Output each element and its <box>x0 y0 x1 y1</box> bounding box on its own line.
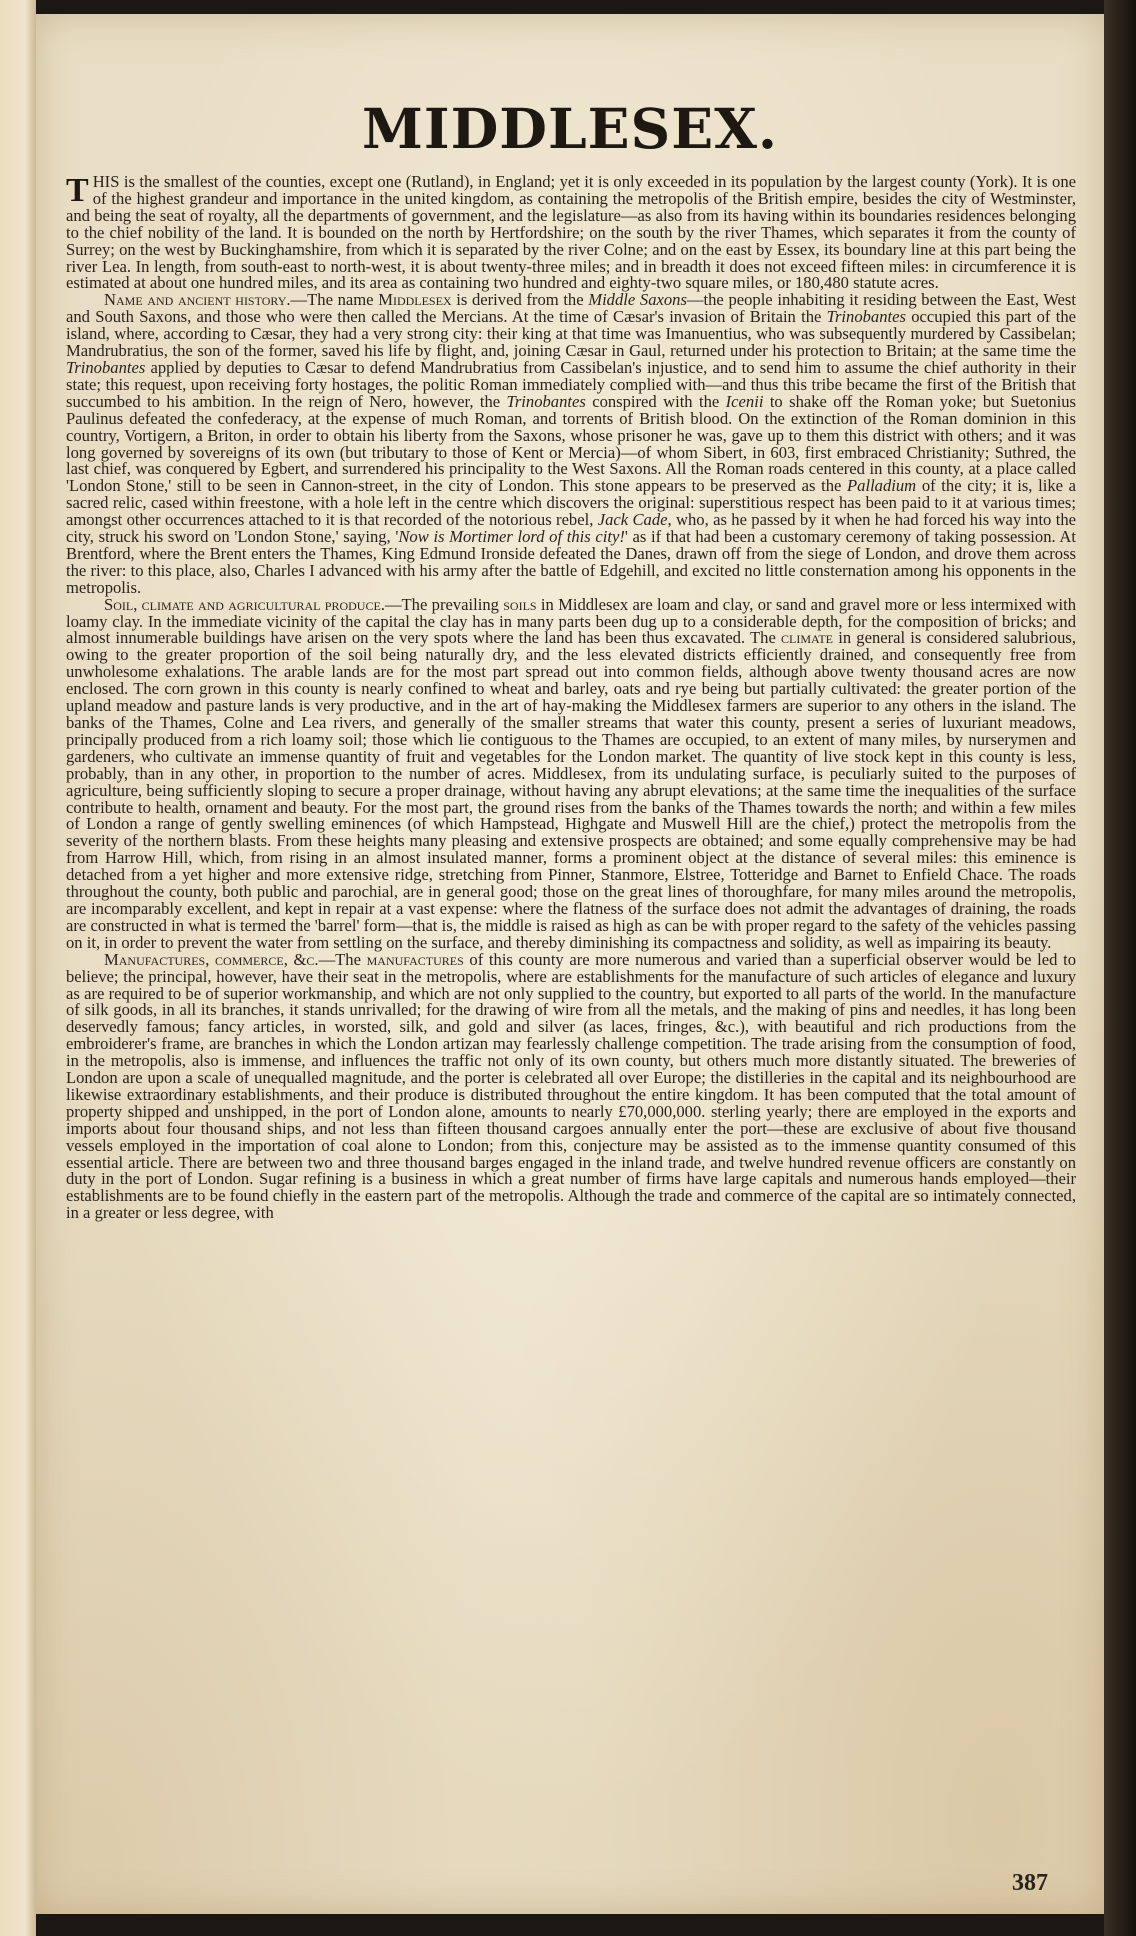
binding-shadow <box>1104 0 1136 1936</box>
history-text: conspired with the <box>585 391 726 411</box>
history-text: —the people inhabiting it residing between the East, West and South Saxons, and those who were then called the Mercians. At the time of Cæsar's invasion of Britain the <box>66 290 1076 327</box>
history-italic: Trinobantes <box>66 357 146 377</box>
history-text: , who, as he passed by it when he had forced his way into the city, struck his sword on 'London Stone,' saying, ' <box>66 510 1076 547</box>
book-page <box>36 14 1104 1914</box>
manufactures-heading: Manufactures, commerce, &c. <box>104 949 319 969</box>
manufactures-keyword: manufactures <box>366 949 464 969</box>
history-italic: Now is Mortimer lord of this city! <box>398 527 625 547</box>
soil-text: in Middlesex are loam and clay, or sand and gravel more or less intermixed with loamy clay. In the immediate vicinity of the capital the clay has in many parts been dug up to a considerable depth, for the composition of bricks; and almost innumerable buildings have arisen on the very spots where the land has been thus excavated. The <box>66 594 1076 648</box>
history-italic: Trinobantes <box>826 307 906 327</box>
history-text: —The name <box>290 290 379 310</box>
manufactures-text: of this county are more numerous and varied than a superficial observer would be led to believe; the principal, however, have their seat in the metropolis, where are establishments for the manufacture of such articles of elegance and luxury as are required to be of superior workmanship, and which are not only supplied to the country, but exported to all parts of the world. In the manufacture of silk goods, in all its branches, it stands unrivalled; for the drawing of wire from all the metals, and the making of pins and needles, it has long been deservedly famous; fancy articles, in worsted, silk, and gold and silver (as laces, fringes, &c.), with beautiful and rich productions from the embroiderer's frame, are branches in which the London artizan may fearlessly challenge competition. The trade arising from the consumption of food, in the metropolis, also is immense, and influences the traffic not only of its own county, but others much more distantly situated. The breweries of London are upon a scale of unequalled magnitude, and the porter is celebrated all over Europe; the distilleries in the capital and its neighbourhood are likewise extraordinary establishments, and their produce is distributed throughout the entire kingdom. It has been computed that the total amount of property shipped and unshipped, in the port of London alone, amounts to nearly £70,000,000. sterling yearly; there are employed in the exports and imports about four thousand ships, and not less than fifteen thousand cargoes annually enter the port—these are exclusive of about five thousand vessels employed in the importation of coal alone to London; from this, conjecture may be assisted as to the immense quantity consumed of this essential article. There are between two and three thousand barges engaged in the inland trade, and twelve hundred revenue officers are constantly on duty in the port of London. Sugar refining is a business in which a great number of firms have large capitals and numerous hands employed—their establishments are to be found chiefly in the eastern part of the metropolis. Although the trade and commerce of the capital are so intimately connected, in a greater or less degree, with <box>66 949 1076 1223</box>
soil-paragraph <box>66 594 1076 952</box>
history-italic: Icenii <box>725 391 764 411</box>
history-italic: Trinobantes <box>506 391 586 411</box>
soil-heading: Soil, climate and agricultural produce. <box>104 594 385 614</box>
history-name: Middlesex <box>378 290 452 310</box>
manufactures-text: —The <box>318 949 367 969</box>
history-text: of the city; it is, like a sacred relic, cased within freestone, with a hole left in the centre which discovers the original: superstitious respect has been paid to it at various times; amongst other occurrences attached to it is that recorded of the notorious rebel, <box>66 476 1077 530</box>
adjacent-page-edge <box>0 0 36 1936</box>
drop-cap: T <box>66 172 89 209</box>
page-number: 387 <box>1012 1870 1048 1896</box>
history-heading: Name and ancient history. <box>104 290 291 310</box>
soil-text: —The prevailing <box>384 594 504 614</box>
manufactures-paragraph <box>66 949 1076 1223</box>
soil-keyword: climate <box>781 628 834 648</box>
history-text: applied by deputies to Cæsar to defend Mandrubratius from Cassibelan's injustice, and to send him to assume the chief authority in their state; this request, upon receiving forty hostages, the politic Roman immediately complied with—and thus this tribe became the first of the British that succumbed to his ambition. In the reign of Nero, however, the <box>66 357 1076 411</box>
history-text: occupied this part of the island, where, according to Cæsar, they had a very strong city: their king at that time was Imanuentius, who was subsequently murdered by Cassibelan; Mandrubratius, the son of the former, saved his life by flight, and, joining Cæsar in Gaul, returned under his protection to Britain; at the same time the <box>66 307 1076 361</box>
soil-keyword: soils <box>503 594 537 614</box>
intro-paragraph <box>66 174 1076 292</box>
body-text <box>66 174 1076 1222</box>
intro-text: HIS is the smallest of the counties, except one (Rutland), in England; yet it is only exceeded in its population by the largest county (York). It is one of the highest grandeur and importance in the united kingdom, as containing the metropolis of the British empire, besides the city of Westminster, and being the seat of royalty, all the departments of government, and the legislature—as also from its having within its boundaries residences belonging to the chief nobility of the land. It is bounded on the north by Hertfordshire; on the south by the river Thames, which separates it from the county of Surrey; on the west by Buckinghamshire, from which it is separated by the river Colne; and on the east by Essex, its boundary line at this part being the river Lea. In length, from south-east to north-west, it is about twenty-three miles; and in breadth it does not exceed fifteen miles: in circumference it is estimated at about one hundred miles, and its area as containing two hundred and eighty-two square miles, or 180,480 statute acres. <box>66 172 1076 293</box>
history-italic: Jack Cade <box>597 510 668 530</box>
history-paragraph <box>66 292 1076 596</box>
page-title: MIDDLESEX. <box>361 96 779 161</box>
history-italic: Middle Saxons <box>588 290 687 310</box>
history-text: is derived from the <box>451 290 589 310</box>
history-text: to shake off the Roman yoke; but Suetonius Paulinus defeated the confederacy, at the expense of much Roman, and torrents of British blood. On the extinction of the Roman dominion in this country, Vortigern, a Briton, in order to obtain his liberty from the Saxons, whose prisoner he was, gave up to them this district with others; and it was long governed by sovereigns of its own (but tributary to those of Kent or Mercia)—of whom Sibert, in 603, first embraced Christianity; Suthred, the last chief, was conquered by Egbert, and surrendered his principality to the West Saxons. All the Roman roads centered in this county, at a place called 'London Stone,' still to be seen in Cannon-street, in the city of London. This stone appears to be preserved as the <box>66 391 1076 496</box>
soil-text: in general is considered salubrious, owing to the greater proportion of the soil being naturally dry, and the less elevated districts efficiently drained, and consequently free from unwholesome exhalations. The arable lands are for the most part spread out into common fields, although above twenty thousand acres are now enclosed. The corn grown in this county is nearly confined to wheat and barley, oats and rye being but partially cultivated: the greater portion of the upland meadow and pasture lands is very productive, and in the art of hay-making the Middlesex farmers are superior to any others in the island. The banks of the Thames, Colne and Lea rivers, and generally of the smaller streams that water this county, present a series of luxuriant meadows, principally produced from a rich loamy soil; those which lie contiguous to the Thames are occupied, to an extent of many miles, by nurserymen and gardeners, who cultivate an immense quantity of fruit and vegetables for the London market. The quantity of live stock kept in this county is less, probably, than in any other, in proportion to the number of acres. Middlesex, from its undulating surface, is peculiarly suited to the purposes of agriculture, being sufficiently sloping to secure a proper drainage, without having any abrupt elevations; at the same time the inequalities of the surface contribute to health, ornament and beauty. For the most part, the ground rises from the banks of the Thames towards the north; and within a few miles of London a range of gently swelling eminences (of which Hampstead, Highgate and Muswell Hill are the chief,) protect the metropolis from the severity of the northern blasts. From these heights many pleasing and extensive prospects are obtained; and some equally comprehensive may be had from Harrow Hill, which, from rising in an almost insulated manner, forms a prominent object at the distance of several miles: this eminence is detached from a yet higher and more extensive ridge, stretching from Pinner, Stanmore, Elstree, Totteridge and Barnet to Enfield Chace. The roads throughout the county, both public and parochial, are in general good; those on the great lines of thoroughfare, for many miles around the metropolis, are incomparably excellent, and kept in repair at a vast expense: where the flatness of the surface does not admit the advantages of draining, the roads are constructed in what is termed the 'barrel' form—that is, the middle is raised as high as can be with proper regard to the safety of the vehicles passing on it, in order to prevent the water from settling on the surface, and thereby diminishing its compactness and solidity, as well as impairing its beauty. <box>66 628 1076 952</box>
history-text: ' as if that had been a customary ceremony of taking possession. At Brentford, where the Brent enters the Thames, King Edmund Ironside defeated the Danes, drawn off from the siege of London, and drove them across the river: to this place, also, Charles I advanced with his army after the battle of Edgehill, and excited no little consternation among his opponents in the metropolis. <box>66 527 1076 597</box>
history-italic: Palladium <box>847 476 917 496</box>
